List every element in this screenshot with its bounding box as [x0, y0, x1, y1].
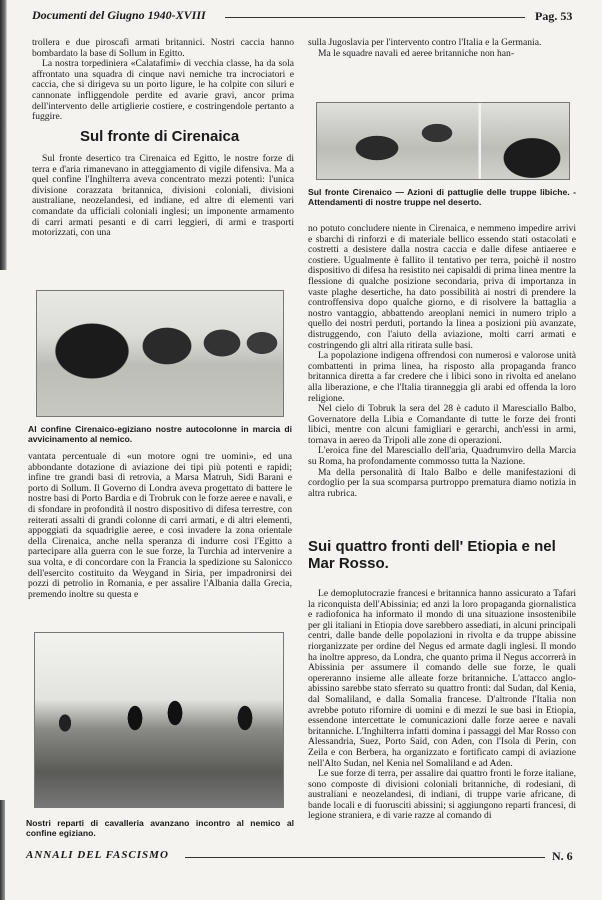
paragraph: Le demoplutocrazie francesi e britannica hanno assicurato a Tafari la riconquista dell'Abissinia; ed anzi la loro propaganda giornalistica e radiofonica ha informato il mondo di una situazione insostenibile per gli italiani in Etiopia dove sarebbero assediati, in alcuni principali centri, dalle bande delle popolazioni in rivolta e da truppe abissine riorganizzate per ordine del Negus ed armate dagli inglesi. Il mondo ha inoltre appreso, da Londra, che quanto prima il Negus accorrerà in Abissinia per assumere il comando delle sue forze, le quali opereranno insieme alle alleate forze britanniche. L'attacco anglo-abissino sarebbe stato sferrato su quattro fronti: dal Sudan, dal Kenia, dal Somaliland, e dalla Somalia francese. D'altronde l'Italia non avrebbe potuto rifornire di uomini e di mezzi le sue basi in Etiopia, essendone intercettate le comunicazioni dalle forze aeree e navali britanniche. L'Inghilterra infatti domina i passaggi del Mar Rosso con Alessandria, Suez, Porto Said, con Aden, con l'Isola di Perin, con Zeila e con Berbera, ha organizzato e fortificato campi di aviazione nell'Alto Sudan, nel Kenia nel Somaliland e ad Aden. [308, 588, 576, 769]
paragraph: Le sue forze di terra, per assalire dai quattro fronti le forze italiane, sono composte di divisioni coloniali britanniche, di rodesiani, di australiani e neozelandesi, di indiani, di truppe varie africane, di bande locali e di fuorusciti abissini; si aggiungono reparti francesi, di legione straniera, e di varie razze al comando di [308, 768, 576, 822]
photo-desert-patrols [316, 102, 570, 180]
adjacent-page-edge-bottom [0, 800, 5, 900]
left-section2 [28, 452, 292, 600]
paragraph: La nostra torpediniera «Calatafimi» di vecchia classe, ha da sola affrontato una squadra di cinque navi nemiche tra incrociatori e caccia, che si dirigeva su un porto ligure, le ha colpite con siluri e cannonate infliggendole perdite ed avarie gravi, ancor prima dell'intervento delle artiglierie costiere, e costringendole pertanto a fuggire. [32, 58, 294, 123]
page-number: Pag. 53 [535, 9, 573, 23]
running-header-title: Documenti del Giugno 1940-XVIII [32, 8, 206, 22]
paragraph: trollera e due piroscafi armati britannici. Nostri caccia hanno bombardato la base di Sollum in Egitto. [32, 37, 294, 59]
footer-publication: ANNALI DEL FASCISMO [26, 849, 169, 861]
paragraph: Ma della personalità di Italo Balbo e delle manifestazioni di cordoglio per la sua scomparsa purtroppo prematura diamo notizia in altra rubrica. [308, 466, 576, 499]
right-section1 [308, 224, 576, 499]
section-heading-etiopia: Sui quattro fronti dell' Etiopia e nel Mar Rosso. [308, 538, 556, 572]
paragraph: sulla Jugoslavia per l'intervento contro l'Italia e la Germania. [308, 37, 542, 48]
right-section2 [308, 589, 576, 822]
paragraph: Sul fronte desertico tra Cirenaica ed Egitto, le nostre forze di terra e d'aria rimanevano in atteggiamento di vigile difensiva. Ma a quel confine l'Inghilterra aveva concentrato mezzi potenti: l'unica divisione corazzata britannica, divisioni coloniali, divisioni australiane, neozelandesi, ed indiane, ed altre di elementi vari comandate da ufficiali coloniali inglesi; un imponente armamento di carri armati pesanti e di carri leggieri, di armi e trasporti motorizzati, con una [32, 153, 294, 239]
header-rule [225, 17, 525, 18]
issue-number: N. 6 [552, 849, 573, 863]
right-intro [308, 38, 576, 59]
photo-caption-convoy: Al confine Cirenaico-egiziano nostre autocolonne in marcia di avvicinamento al nemico. [28, 424, 292, 444]
left-section1 [32, 154, 294, 239]
photo-truck-convoy [36, 290, 284, 417]
photo-caption-cavalry: Nostri reparti di cavalleria avanzano incontro al nemico al confine egiziano. [26, 818, 294, 838]
paragraph: La popolazione indigena offrendosi con numerosi e valorose unità combattenti in prima linea, ha risposto alla propaganda franco britannica diretta a far credere che i libici sono in rivolta ed anelano alla liberazione, e che l'Italia tiranneggia gli arabi ed offenda la loro religione. [308, 350, 576, 404]
paragraph: Ma le squadre navali ed aeree britanniche non han- [318, 47, 515, 59]
paragraph: Nel cielo di Tobruk la sera del 28 è caduto il Maresciallo Balbo, Governatore della Libia e Comandante di tutte le forze dei fronti libici, mentre con alcuni famigliari e gerarchi, anch'essi in armi, tornava in aereo da Tripoli alle zone di operazioni. [308, 403, 576, 446]
paragraph: no potuto concludere niente in Cirenaica, e nemmeno impedire arrivi e sbarchi di rinforzi e di materiale bellico essendo stati ostacolati e costretti a desistere dalla nostra caccia e dalle difese antiaeree e costiere. Ugualmente è fallito il tentativo per terra, poichè il nostro dispositivo di difesa ha resistito nei capisaldi di prima linea mentre la flessione di qualche posizione secondaria, priva di importanza in vaste plaghe desertiche, ha dato possibilità ai nostri di prendere la controffensiva dopo qualche giorno, e di risolvere la battaglia a nostro vantaggio, abbattendo areoplani nemici in numero triplo a quello dei nostri perduti, portando la linea a posizioni più avanzate, distruggendo, con l'aiuto della aviazione, molti carri armati e costringendo gli altri alla ritirata sulle basi. [308, 223, 576, 351]
paragraph: vantata percentuale di «un motore ogni tre uomini», ed una abbondante dotazione di aviazione dei tipi più potenti e rapidi; infine tre grandi basi di retrovia, a Marsa Matruh, Sidi Barani e porto di Sollum. Il Governo di Londra aveva progettato di battere le nostre basi di Porto Bardia e di Trobruk con le forze aeree e navali, e di sfondare in profondità il nostro dispositivo di difesa terrestre, con reiterati assalti di grandi colonne di carri armati, e di altri elementi, appoggiati da squadriglie aeree, e così invadere la zona orientale della Cirenaica, anche nella speranza di indurre così l'Egitto a partecipare alla guerra con le sue forze, la Turchia ad intervenire a sua volta, e di concordare con la Francia la spedizione su Salonicco dell'esercito costituito da Weygand in Siria, per impadronirsi dei pozzi di petrolio in Romania, e per assalire l'Albania dalla Grecia, premendo inoltre su questa e [28, 451, 293, 600]
left-intro [32, 38, 294, 123]
footer-rule [185, 857, 545, 858]
paragraph: L'eroica fine del Maresciallo dell'aria, Quadrumviro della Marcia su Roma, ha profondamente commosso tutta la Nazione. [308, 445, 576, 468]
adjacent-page-edge [0, 0, 7, 270]
photo-caption-patrols: Sul fronte Cirenaico — Azioni di pattuglie delle truppe libiche. - Attendamenti di nostre truppe nel deserto. [308, 187, 576, 207]
photo-cavalry [34, 632, 284, 808]
section-heading-cirenaica: Sul fronte di Cirenaica [80, 128, 240, 145]
